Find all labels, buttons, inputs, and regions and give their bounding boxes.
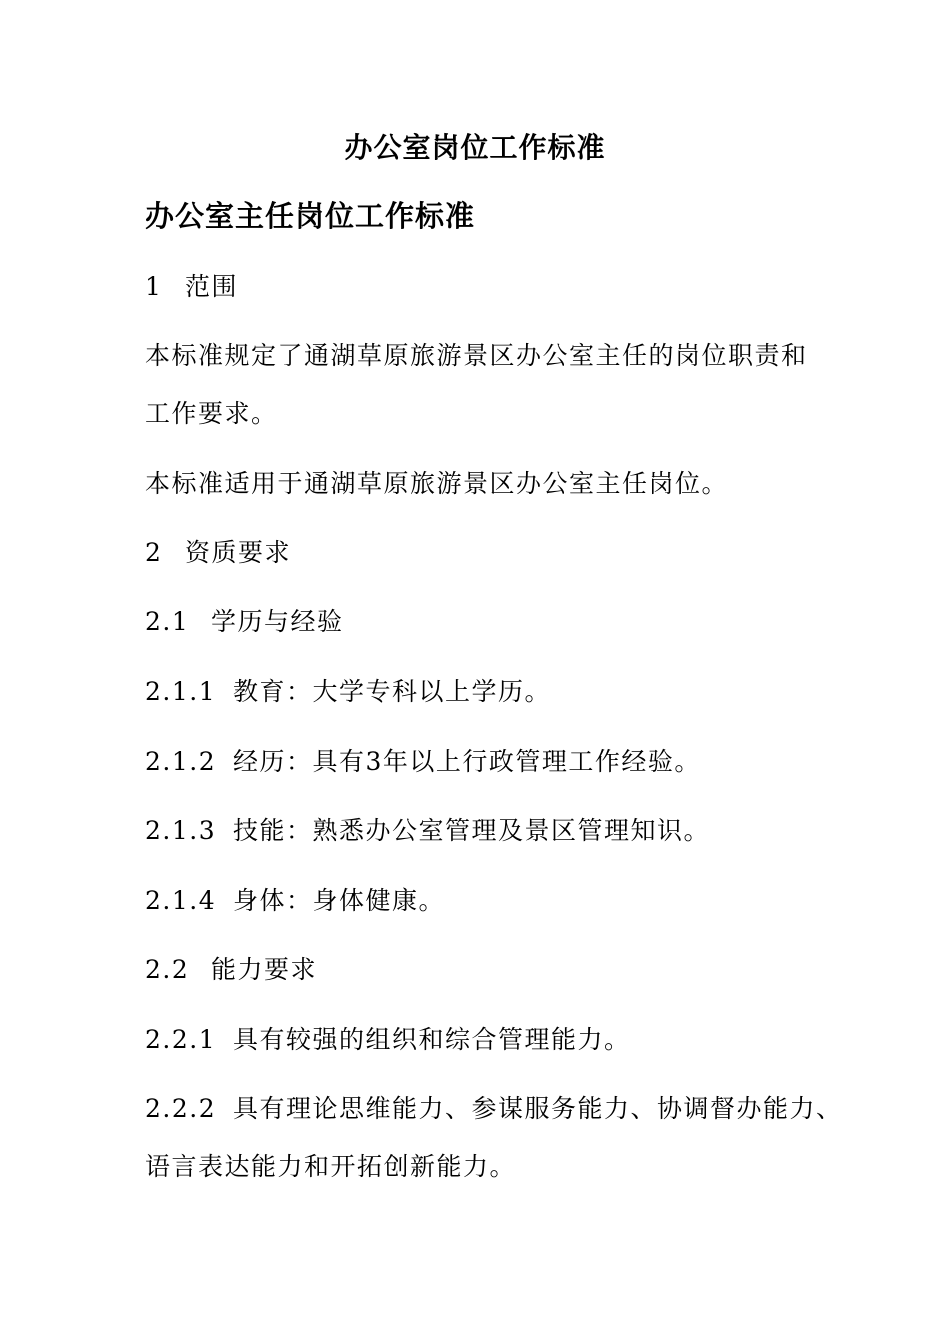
clause-text: 范围 <box>185 272 239 301</box>
clause-number: 2.2 <box>145 955 190 984</box>
section-title: 办公室主任岗位工作标准 <box>145 199 476 233</box>
clause-number: 2.1.3 <box>145 816 217 845</box>
clause-2-1-2 <box>145 745 701 779</box>
clause-2-1-4 <box>145 884 445 918</box>
clause-text: 能力要求 <box>211 955 318 984</box>
clause-number: 2.2.1 <box>145 1025 217 1054</box>
clause-number: 2.1.2 <box>145 747 217 776</box>
clause-1 <box>145 270 238 304</box>
document-title: 办公室岗位工作标准 <box>344 131 606 164</box>
clause-number: 2 <box>145 538 163 567</box>
paragraph-line: 工作要求。 <box>145 399 278 428</box>
clause-text: 资质要求 <box>185 538 292 567</box>
clause-text: 学历与经验 <box>211 607 344 636</box>
clause-text: 具有理论思维能力、参谋服务能力、协调督办能力、 <box>233 1094 843 1123</box>
paragraph-line: 本标准适用于通湖草原旅游景区办公室主任岗位。 <box>145 469 729 498</box>
clause-2-2 <box>145 953 317 987</box>
clause-2-2-1 <box>145 1023 631 1057</box>
clause-2-1 <box>145 605 344 639</box>
clause-text: 教育：大学专科以上学历。 <box>233 677 552 706</box>
clause-number: 2.1.4 <box>145 886 217 915</box>
clause-2 <box>145 536 291 570</box>
paragraph-line: 本标准规定了通湖草原旅游景区办公室主任的岗位职责和 <box>145 341 808 370</box>
clause-text: 经历：具有3年以上行政管理工作经验。 <box>233 747 701 776</box>
clause-number: 2.2.2 <box>145 1094 217 1123</box>
clause-text: 具有较强的组织和综合管理能力。 <box>233 1025 631 1054</box>
clause-number: 2.1 <box>145 607 190 636</box>
clause-text: 技能：熟悉办公室管理及景区管理知识。 <box>233 816 711 845</box>
clause-number: 1 <box>145 272 163 301</box>
clause-number: 2.1.1 <box>145 677 217 706</box>
clause-text: 身体：身体健康。 <box>233 886 446 915</box>
clause-2-1-3 <box>145 814 710 848</box>
paragraph-line: 语言表达能力和开拓创新能力。 <box>145 1152 517 1181</box>
clause-2-2-2 <box>145 1092 843 1126</box>
clause-2-1-1 <box>145 675 551 709</box>
